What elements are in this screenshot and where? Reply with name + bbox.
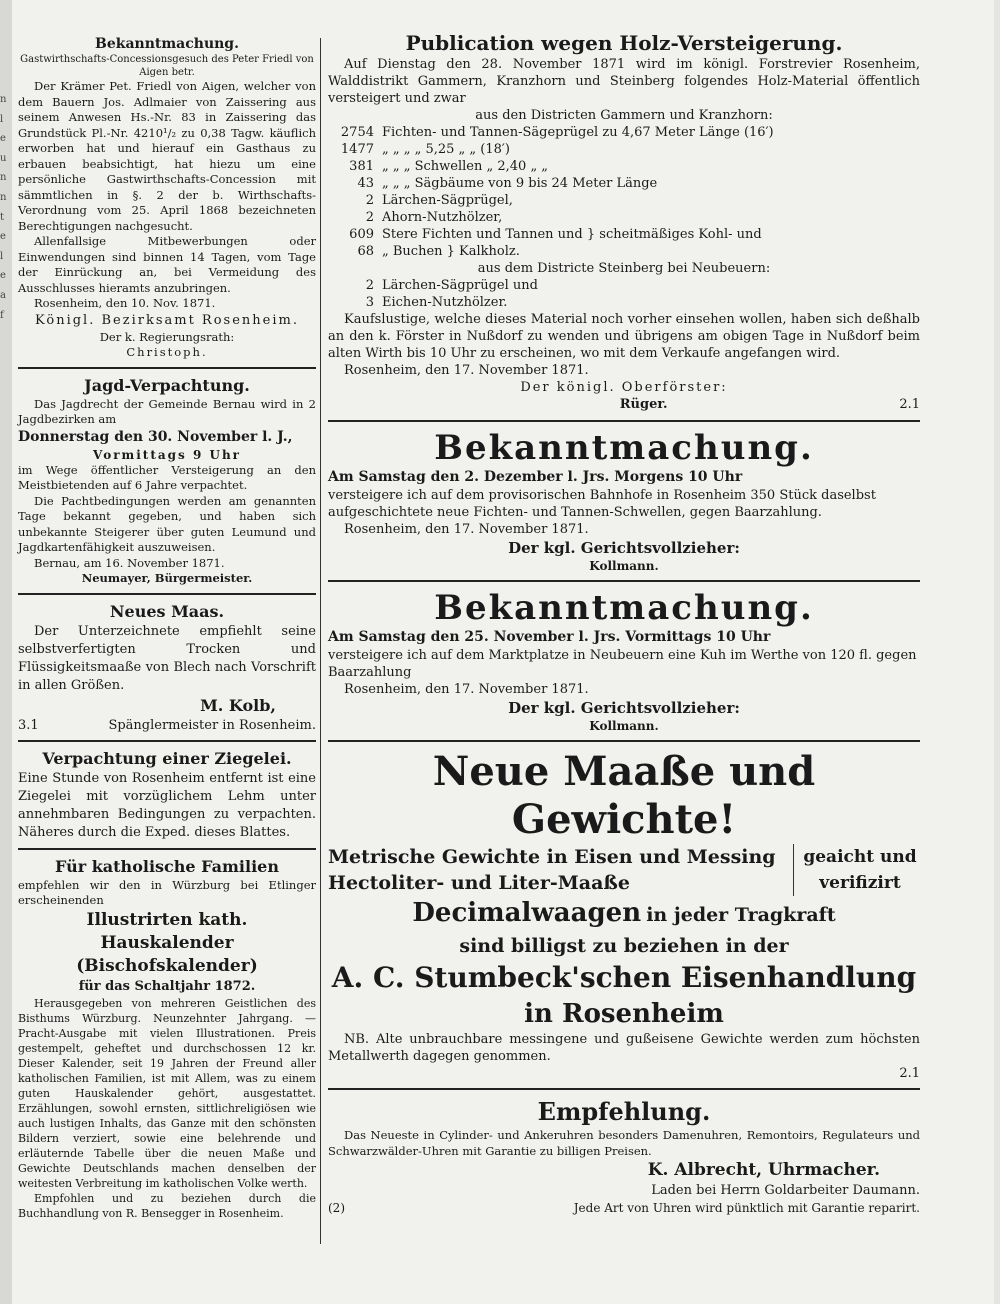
ad-body: Der Unterzeichnete empfiehlt seine selbstverfertigten Trocken und Flüssigkeitsmaaße von Blech nach Vorschrift in allen Größen. bbox=[18, 623, 316, 693]
ad-location: in Rosenheim bbox=[524, 999, 724, 1029]
gutter-letter: l bbox=[0, 250, 4, 262]
notice-place-date: Rosenheim, den 10. Nov. 1871. bbox=[34, 296, 216, 310]
notice-body: im Wege öffentlicher Versteigerung an den Meistbietenden auf 6 Jahre verpachtet. bbox=[18, 462, 316, 492]
notice-body-2: Allenfallsige Mitbewerbungen oder Einwendungen sind binnen 14 Tagen, vom Tage der Einrückung an, bei Vermeidung des Ausschlusses hieramts anzubringen. bbox=[18, 234, 316, 295]
lot-row bbox=[328, 294, 920, 311]
divider bbox=[18, 740, 316, 742]
notice-title: Bekanntmachung. bbox=[434, 588, 814, 628]
ad-title: Empfehlung. bbox=[537, 1097, 711, 1126]
right-column bbox=[328, 30, 920, 1217]
notice-bailiff-2 bbox=[328, 588, 920, 734]
notice-role: Der kgl. Gerichtsvollzieher: bbox=[508, 699, 740, 717]
ad-title: Für katholische Familien bbox=[55, 856, 279, 876]
notice-role: Der k. Regierungsrath: bbox=[99, 329, 235, 344]
ad-company: A. C. Stumbeck'schen Eisenhandlung bbox=[331, 961, 917, 994]
column-rule bbox=[320, 38, 321, 1244]
notice-date: Am Samstag den 25. November l. Jrs. Vormittags 10 Uhr bbox=[328, 629, 771, 645]
lot-quantity: 609 bbox=[349, 227, 374, 242]
lot-quantity: 2 bbox=[365, 278, 374, 293]
gutter-letter: l bbox=[0, 113, 4, 125]
gutter-letter: u bbox=[0, 152, 7, 164]
gutter-letter: n bbox=[0, 172, 7, 184]
notice-footer bbox=[328, 396, 920, 414]
notice-concession bbox=[18, 36, 316, 361]
ad-product-name: Decimalwaagen bbox=[412, 898, 642, 928]
notice-subtitle: Gastwirthschafts-Concessionsgesuch des Peter Friedl von Aigen betr. bbox=[20, 54, 314, 78]
gutter-letter: n bbox=[0, 191, 7, 203]
notice-place-date: Rosenheim, den 17. November 1871. bbox=[344, 682, 589, 697]
page-edge-right bbox=[994, 0, 1000, 1304]
notice-title: Bekanntmachung. bbox=[95, 36, 239, 52]
ad-body: Herausgegeben von mehreren Geistlichen des Bisthums Würzburg. Neunzehnter Jahrgang. — Pracht-Ausgabe mit vielen Illustrationen. Preis gestempelt, geheftet und durchschossen 12 kr. Dieser Kalender, seit 19 Jahren der Freund aller katholischen Familien, ist mit Allem, was zu einem guten Hauskalender gehört, ausgestattet. Erzählungen, sowohl ernsten, sittlichreligiösen wie auch lustigen Inhalts, das Ganze mit den schönsten Bildern verziert, sowie eine belehrende und erläuternde Tabelle über die neuen Maße und Gewichte Deutschlands machen denselben der weitesten Verbreitung im katholischen Volke werth. bbox=[18, 996, 316, 1190]
insertion-number: 2.1 bbox=[899, 1066, 920, 1081]
lot-description: Ahorn-Nutzhölzer, bbox=[382, 210, 503, 225]
insertion-number: 3.1 bbox=[18, 717, 39, 733]
notice-title: Bekanntmachung. bbox=[434, 428, 814, 468]
ad-title: Neue Maaße und Gewichte! bbox=[432, 748, 816, 843]
lot-description: „ „ „ „ 5,25 „ „ (18′) bbox=[382, 142, 510, 157]
lot-quantity: 1477 bbox=[340, 142, 374, 157]
notice-signature: Christoph. bbox=[126, 345, 208, 359]
lot-description: „ „ „ Schwellen „ 2,40 „ „ bbox=[382, 159, 549, 174]
lot-row bbox=[328, 243, 920, 260]
gutter-letter: e bbox=[0, 270, 6, 282]
notice-signature: Neumayer, Bürgermeister. bbox=[81, 571, 253, 585]
left-column bbox=[18, 36, 316, 1221]
ad-title: Neues Maas. bbox=[109, 601, 225, 621]
notice-body-2: Die Pachtbedingungen werden am genannten Tage bekannt gegeben, und haben sich unbekannte Steigerer über guten Leumund und Jagdkartenfähigkeit auszuweisen. bbox=[18, 493, 316, 554]
ad-brace-text: geaicht und bbox=[803, 847, 917, 867]
ad-title-2: Illustrirten kath. Hauskalender (Bischofskalender) bbox=[76, 909, 258, 976]
gutter-letter: t bbox=[0, 211, 5, 223]
notice-subheading: aus den Districten Gammern und Kranzhorn: bbox=[475, 108, 773, 123]
ad-line-4: sind billigst zu beziehen in der bbox=[459, 935, 789, 957]
ad-mark: (2) bbox=[328, 1201, 345, 1215]
lot-row bbox=[328, 175, 920, 192]
lot-quantity: 43 bbox=[357, 176, 374, 191]
lot-row bbox=[328, 124, 920, 141]
notice-signature: Kollmann. bbox=[589, 559, 659, 573]
notice-time: Vormittags 9 Uhr bbox=[92, 447, 241, 462]
notice-body: Kaufslustige, welche dieses Material noch vorher einsehen wollen, haben sich deßhalb an den k. Förster in Nußdorf zu wenden und übrigens am obigen Tage in Nußdorf beim alten Wirth bis 10 Uhr zu erscheinen, wo mit dem Verkaufe angefangen wird. bbox=[328, 312, 920, 361]
ad-year: für das Schaltjahr 1872. bbox=[78, 978, 256, 994]
notice-date: Donnerstag den 30. November l. J., bbox=[18, 428, 293, 445]
notice-title: Publication wegen Holz-Versteigerung. bbox=[405, 31, 843, 55]
ad-products bbox=[328, 844, 920, 896]
ad-note: NB. Alte unbrauchbare messingene und gußeisene Gewichte werden zum höchsten Metallwerth dagegen genommen. bbox=[328, 1032, 920, 1064]
ad-role: Spänglermeister in Rosenheim. bbox=[108, 717, 316, 733]
ad-calendar bbox=[18, 856, 316, 1221]
lot-quantity: 3 bbox=[365, 295, 374, 310]
ad-product-note: in jeder Tragkraft bbox=[646, 904, 836, 926]
notice-body: versteigere ich auf dem Marktplatze in Neubeuern eine Kuh im Werthe von 120 fl. gegen Baarzahlung bbox=[328, 648, 917, 680]
notice-title: Jagd-Verpachtung. bbox=[84, 375, 250, 395]
gutter-letter: f bbox=[0, 309, 4, 321]
divider bbox=[328, 1088, 920, 1090]
lot-row bbox=[328, 158, 920, 175]
notice-bailiff-1 bbox=[328, 428, 920, 574]
ad-body-2: Empfohlen und zu beziehen durch die Buchhandlung von R. Bensegger in Rosenheim. bbox=[18, 1191, 316, 1220]
ad-brace-text: verifizirt bbox=[819, 873, 901, 893]
gutter-letter: a bbox=[0, 289, 6, 301]
lot-quantity: 381 bbox=[349, 159, 374, 174]
notice-office: Königl. Bezirksamt Rosenheim. bbox=[35, 312, 299, 328]
lot-description: Lärchen-Sägprügel, bbox=[382, 193, 513, 208]
lot-row bbox=[328, 226, 920, 243]
notice-intro: Das Jagdrecht der Gemeinde Bernau wird in 2 Jagdbezirken am bbox=[18, 396, 316, 426]
ad-brickworks bbox=[18, 748, 316, 842]
notice-body: versteigere ich auf dem provisorischen Bahnhofe in Rosenheim 350 Stück daselbst aufgeschichtete neue Fichten- und Tannen-Schwellen, gegen Baarzahlung. bbox=[328, 488, 876, 520]
lot-quantity: 2 bbox=[365, 210, 374, 225]
lot-row bbox=[328, 192, 920, 209]
ad-footer bbox=[18, 717, 316, 734]
lot-description: Lärchen-Sägprügel und bbox=[382, 278, 538, 293]
ad-line: Hectoliter- und Liter-Maaße bbox=[328, 872, 630, 894]
lot-description: Fichten- und Tannen-Sägeprügel zu 4,67 Meter Länge (16′) bbox=[382, 125, 774, 140]
gutter-letter: n bbox=[0, 94, 7, 105]
ad-intro: empfehlen wir den in Würzburg bei Etlinger erscheinenden bbox=[18, 877, 316, 907]
lot-description: „ „ „ Sägbäume von 9 bis 24 Meter Länge bbox=[382, 176, 658, 191]
notice-hunting-lease bbox=[18, 375, 316, 587]
gutter-letter: e bbox=[0, 133, 6, 145]
notice-date: Am Samstag den 2. Dezember l. Jrs. Morgens 10 Uhr bbox=[328, 469, 743, 485]
ad-line-3 bbox=[328, 896, 920, 933]
ad-watchmaker bbox=[328, 1096, 920, 1217]
divider bbox=[18, 367, 316, 369]
lot-quantity: 68 bbox=[357, 244, 374, 259]
divider bbox=[328, 740, 920, 742]
lot-row bbox=[328, 277, 920, 294]
lot-row bbox=[328, 209, 920, 226]
ad-new-measures bbox=[18, 601, 316, 734]
ad-body: Das Neueste in Cylinder- und Ankeruhren besonders Damenuhren, Remontoirs, Regulateurs und Schwarzwälder-Uhren mit Garantie zu billigen Preisen. bbox=[328, 1128, 920, 1158]
lot-list-2 bbox=[328, 277, 920, 311]
lot-description: Stere Fichten und Tannen und } scheitmäßiges Kohl- und bbox=[382, 227, 762, 242]
lot-description: Eichen-Nutzhölzer. bbox=[382, 295, 508, 310]
notice-place-date: Bernau, am 16. November 1871. bbox=[34, 555, 225, 570]
notice-wood-auction bbox=[328, 30, 920, 414]
lot-description: „ Buchen } Kalkholz. bbox=[382, 244, 520, 259]
ad-body: Eine Stunde von Rosenheim entfernt ist eine Ziegelei mit vorzüglichem Lehm unter annehmbaren Bedingungen zu verpachten. Näheres durch die Exped. dieses Blattes. bbox=[18, 770, 316, 840]
insertion-number: 2.1 bbox=[899, 397, 920, 412]
ad-line: Metrische Gewichte in Eisen und Messing bbox=[328, 846, 776, 868]
notice-body: Der Krämer Pet. Friedl von Aigen, welcher von dem Bauern Jos. Adlmaier von Zaissering aus seinem Anwesen Hs.-Nr. 83 in Zaissering das Grundstück Pl.-Nr. 4210¹/₂ zu 0,38 Tagw. käuflich erworben hat und hierauf ein Gasthaus zu erbauen beabsichtigt, hat hiezu um eine persönliche Gastwirthschafts-Concession mit sämmtlichen in §. 2 der b. Wirthschafts-Verordnung vom 25. April 1868 bezeichneten Berechtigungen nachgesucht. bbox=[18, 79, 316, 233]
ad-name: K. Albrecht, Uhrmacher. bbox=[647, 1160, 880, 1180]
notice-role: Der kgl. Gerichtsvollzieher: bbox=[508, 539, 740, 557]
notice-place-date: Rosenheim, den 17. November 1871. bbox=[344, 522, 589, 537]
ad-footnote: Jede Art von Uhren wird pünktlich mit Garantie reparirt. bbox=[573, 1201, 920, 1215]
ad-address: Laden bei Herrn Goldarbeiter Daumann. bbox=[651, 1183, 920, 1198]
notice-signature: Rüger. bbox=[619, 397, 668, 412]
divider bbox=[328, 420, 920, 422]
lot-quantity: 2754 bbox=[340, 125, 374, 140]
notice-signature: Kollmann. bbox=[589, 719, 659, 733]
divider bbox=[18, 848, 316, 850]
notice-place-date: Rosenheim, den 17. November 1871. bbox=[344, 363, 589, 378]
notice-intro: Auf Dienstag den 28. November 1871 wird im königl. Forstrevier Rosenheim, Walddistrikt Gammern, Kranzhorn und Steinberg folgendes Holz-Material öffentlich versteigert und zwar bbox=[328, 57, 920, 106]
notice-subheading-2: aus dem Districte Steinberg bei Neubeuern: bbox=[477, 261, 771, 276]
ad-name: M. Kolb, bbox=[200, 695, 276, 715]
gutter-letters bbox=[0, 90, 10, 325]
lot-quantity: 2 bbox=[365, 193, 374, 208]
notice-role: Der königl. Oberförster: bbox=[520, 380, 728, 395]
gutter-letter: e bbox=[0, 231, 6, 243]
ad-title: Verpachtung einer Ziegelei. bbox=[42, 748, 292, 768]
lot-row bbox=[328, 141, 920, 158]
divider bbox=[328, 580, 920, 582]
ad-weights bbox=[328, 748, 920, 1082]
ad-footer bbox=[328, 1199, 920, 1217]
lot-list bbox=[328, 124, 920, 260]
divider bbox=[18, 593, 316, 595]
